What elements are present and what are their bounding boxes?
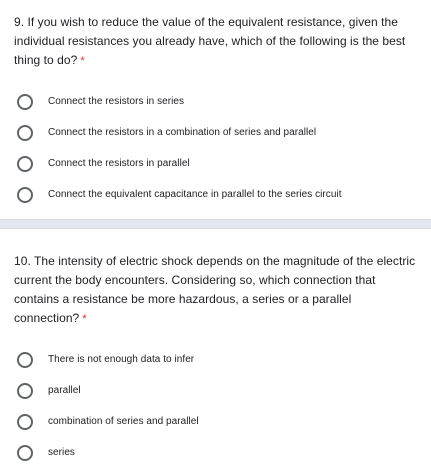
option-label: Connect the equivalent capacitance in parallel to the series circuit [48,189,342,200]
option-label: combination of series and parallel [48,416,199,427]
question-10-option-3[interactable] [14,406,417,437]
question-9-option-4[interactable] [14,179,417,210]
question-9-option-3[interactable] [14,148,417,179]
radio-unchecked-icon[interactable] [17,94,33,110]
question-9-text: 9. If you wish to reduce the value of the equivalent resistance, given the individual resistances you already have, which of the following is the best thing to do? [14,15,406,67]
required-asterisk: * [82,313,87,325]
question-10-card [0,229,431,468]
option-label: series [48,447,75,458]
option-label: Connect the resistors in series [48,96,185,107]
question-9-options [14,86,417,210]
option-label: There is not enough data to infer [48,354,195,365]
option-label: parallel [48,385,81,396]
question-10-option-4[interactable] [14,437,417,468]
question-9-card [0,0,431,219]
question-10-text: 10. The intensity of electric shock depends on the magnitude of the electric current the body encounters. Considering so, which connection that contains a resistance be more hazardous, a series or a parallel connection? [14,254,416,325]
radio-unchecked-icon[interactable] [17,383,33,399]
radio-unchecked-icon[interactable] [17,445,33,461]
question-9-option-2[interactable] [14,117,417,148]
radio-unchecked-icon[interactable] [17,125,33,141]
question-9-title [14,13,419,71]
question-10-option-1[interactable] [14,344,417,375]
question-10-option-2[interactable] [14,375,417,406]
option-label: Connect the resistors in parallel [48,158,190,169]
required-asterisk: * [80,55,85,67]
radio-unchecked-icon[interactable] [17,156,33,172]
question-10-options [14,344,417,468]
question-9-option-1[interactable] [14,86,417,117]
radio-unchecked-icon[interactable] [17,414,33,430]
section-divider [0,219,431,229]
radio-unchecked-icon[interactable] [17,352,33,368]
radio-unchecked-icon[interactable] [17,187,33,203]
option-label: Connect the resistors in a combination of series and parallel [48,127,317,138]
question-10-title [14,252,419,329]
